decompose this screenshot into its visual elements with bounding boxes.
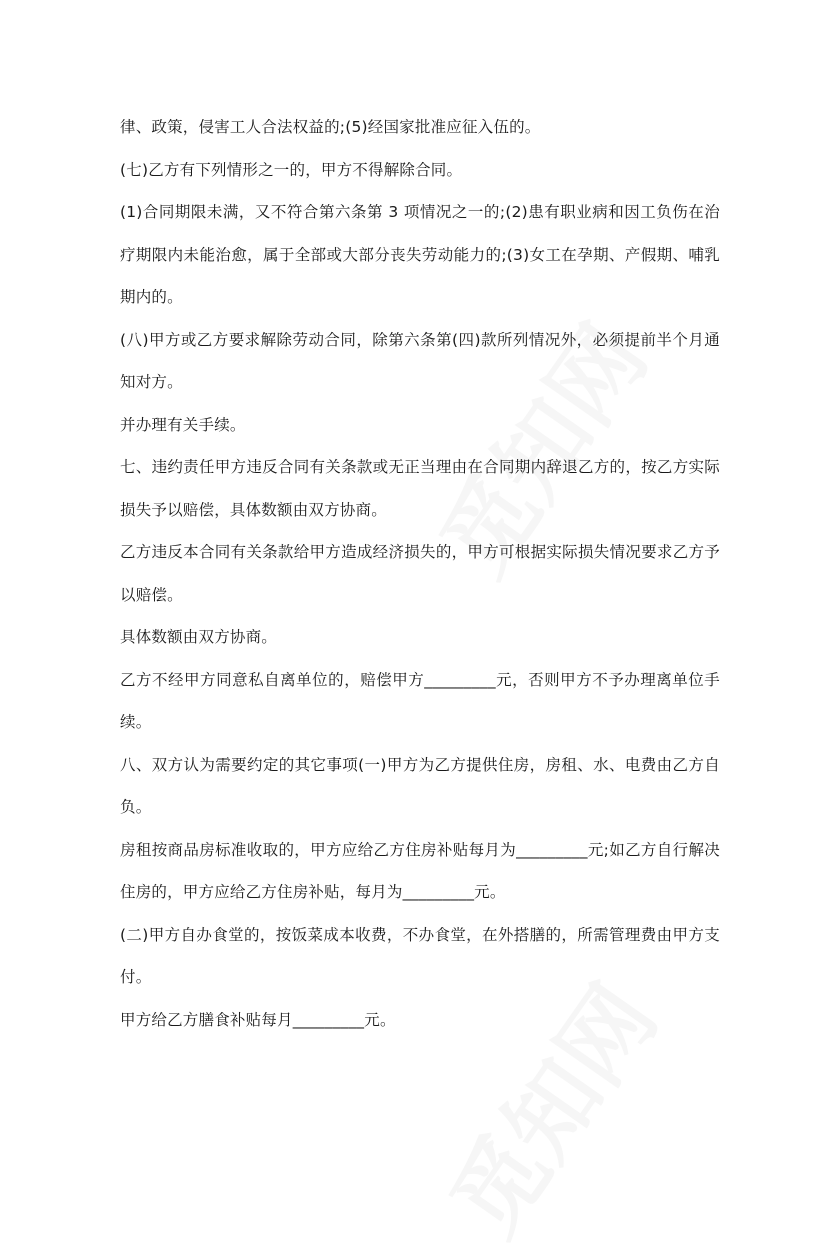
paragraph: (1)合同期限未满，又不符合第六条第 3 项情况之一的;(2)患有职业病和因工负伤在治疗期限内未能治愈，属于全部或大部分丧失劳动能力的;(3)女工在孕期、产假期、哺乳期内的。	[120, 203, 720, 306]
paragraph: 乙方违反本合同有关条款给甲方造成经济损失的，甲方可根据实际损失情况要求乙方予以赔偿。	[120, 543, 720, 604]
paragraph: 七、违约责任甲方违反合同有关条款或无正当理由在合同期内辞退乙方的，按乙方实际损失予以赔偿，具体数额由双方协商。	[120, 458, 720, 519]
paragraph: 乙方不经甲方同意私自离单位的，赔偿甲方_________元，否则甲方不予办理离单位手续。	[120, 670, 720, 731]
paragraph: 甲方给乙方膳食补贴每月_________元。	[120, 1010, 396, 1029]
paragraph: (八)甲方或乙方要求解除劳动合同，除第六条第(四)款所列情况外，必须提前半个月通知对方。	[120, 330, 720, 391]
paragraph: 房租按商品房标准收取的，甲方应给乙方住房补贴每月为_________元;如乙方自行解决住房的，甲方应给乙方住房补贴，每月为_________元。	[120, 840, 720, 901]
paragraph: (二)甲方自办食堂的，按饭菜成本收费，不办食堂，在外搭膳的，所需管理费由甲方支付。	[120, 925, 720, 986]
paragraph: 具体数额由双方协商。	[120, 628, 278, 646]
paragraph: (七)乙方有下列情形之一的，甲方不得解除合同。	[120, 160, 463, 179]
paragraph: 八、双方认为需要约定的其它事项(一)甲方为乙方提供住房，房租、水、电费由乙方自负。	[120, 755, 720, 816]
document-body	[120, 106, 720, 1041]
paragraph: 律、政策，侵害工人合法权益的;(5)经国家批准应征入伍的。	[120, 118, 541, 136]
paragraph: 并办理有关手续。	[120, 415, 246, 434]
